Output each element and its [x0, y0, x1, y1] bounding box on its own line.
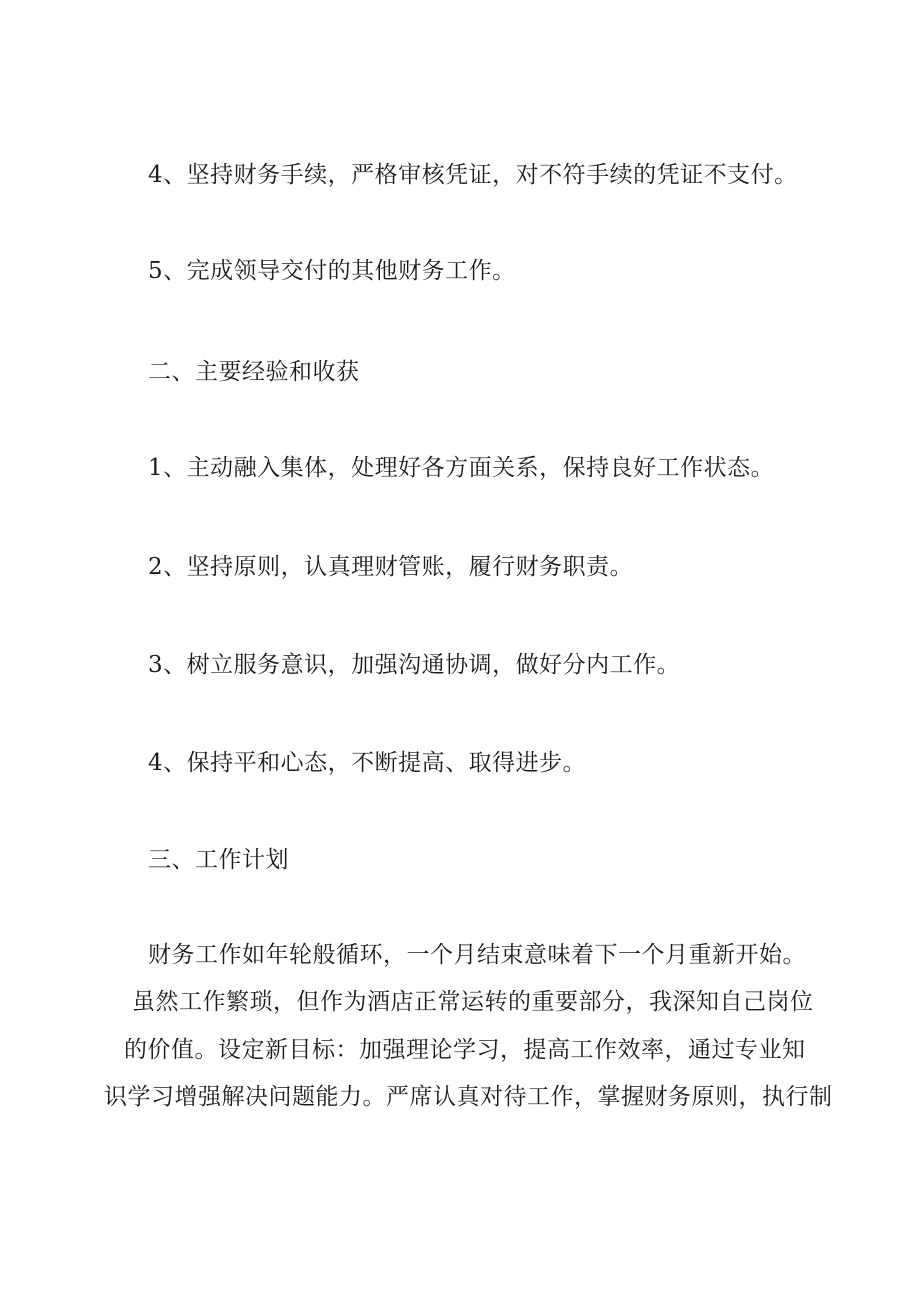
list-item-top-4: 4、坚持财务手续，严格审核凭证，对不符手续的凭证不支付。: [148, 162, 798, 188]
section-heading-experience: 二、主要经验和收获: [148, 359, 360, 385]
list-item-experience-3: 3、树立服务意识，加强沟通协调，做好分内工作。: [148, 652, 681, 678]
paragraph-line-2: 虽然工作繁琐，但作为酒店正常运转的重要部分，我深知自己岗位: [132, 989, 814, 1015]
list-item-top-5: 5、完成领导交付的其他财务工作。: [148, 258, 516, 284]
paragraph-line-3: 的价值。设定新目标：加强理论学习，提高工作效率，通过专业知: [124, 1037, 806, 1063]
list-item-experience-1: 1、主动融入集体，处理好各方面关系，保持良好工作状态。: [148, 455, 775, 481]
section-heading-work-plan: 三、工作计划: [148, 847, 289, 873]
paragraph-line-4: 识学习增强解决问题能力。严席认真对待工作，掌握财务原则，执行制: [104, 1084, 833, 1110]
list-item-experience-2: 2、坚持原则，认真理财管账，履行财务职责。: [148, 554, 634, 580]
list-item-experience-4: 4、保持平和心态，不断提高、取得进步。: [148, 750, 587, 776]
paragraph-line-1: 财务工作如年轮般循环，一个月结束意味着下一个月重新开始。: [148, 942, 806, 968]
